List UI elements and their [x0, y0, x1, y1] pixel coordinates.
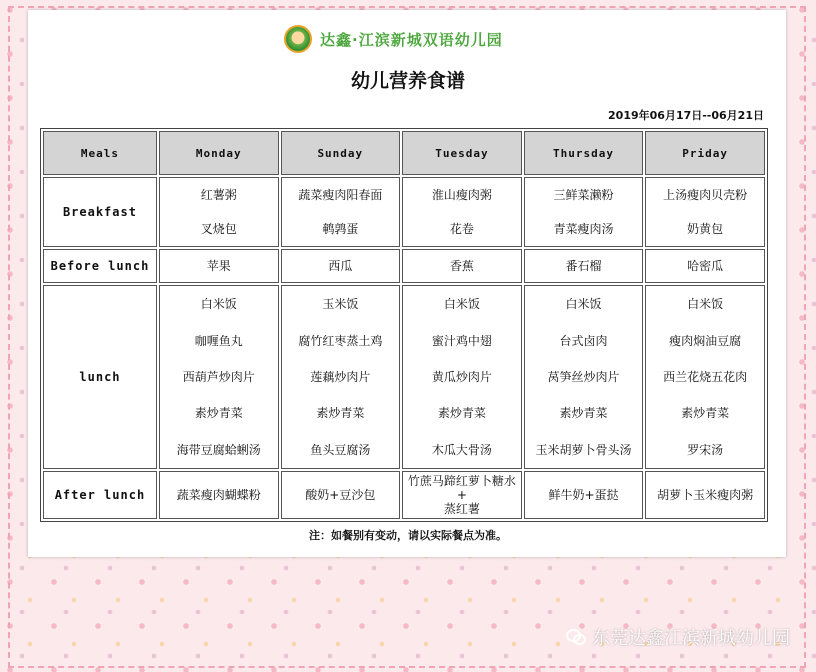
menu-table — [40, 128, 768, 522]
dish: 香蕉 — [449, 259, 474, 273]
dish: 三鲜菜濑粉 — [553, 188, 614, 202]
header-tuesday: Tuesday — [402, 131, 522, 175]
dish: 白米饭 — [565, 297, 602, 312]
menu-cell — [159, 471, 279, 519]
menu-cell — [524, 285, 644, 469]
school-logo — [284, 22, 544, 56]
dish: 台式卤肉 — [559, 333, 608, 348]
dish: 玉米胡萝卜骨头汤 — [535, 442, 632, 457]
dish: 海带豆腐蛤蜊汤 — [176, 442, 261, 457]
dish: 蔬菜瘦肉蝴蝶粉 — [176, 488, 261, 502]
dish: 鲜牛奶+蛋挞 — [548, 488, 619, 502]
dish: 白米饭 — [443, 297, 480, 312]
menu-cell — [402, 177, 522, 247]
dish: 酸奶+豆沙包 — [305, 488, 376, 502]
logo-text: 达鑫·江滨新城双语幼儿园 — [320, 30, 503, 49]
dish: 腐竹红枣蒸土鸡 — [298, 333, 383, 348]
dish: 瘦肉焖油豆腐 — [669, 333, 742, 348]
dish: 苹果 — [206, 259, 231, 273]
dish: 西葫芦炒肉片 — [182, 369, 255, 384]
menu-cell — [402, 249, 522, 283]
dish: 白米饭 — [200, 297, 237, 312]
dish: 鹌鹑蛋 — [322, 222, 359, 236]
dish: 青菜瘦肉汤 — [553, 222, 614, 236]
dish: 西兰花烧五花肉 — [663, 369, 748, 384]
dish: 咖喱鱼丸 — [194, 333, 243, 348]
menu-cell — [402, 471, 522, 519]
dish: 素炒青菜 — [559, 406, 608, 421]
menu-cell — [402, 285, 522, 469]
dish: 白米饭 — [687, 297, 724, 312]
dish: 素炒青菜 — [194, 406, 243, 421]
menu-cell — [159, 285, 279, 469]
dish: 奶黄包 — [687, 222, 724, 236]
row-label: Before lunch — [43, 249, 157, 283]
dish: 莲藕炒肉片 — [310, 369, 371, 384]
dish: 鱼头豆腐汤 — [310, 442, 371, 457]
header-sunday: Sunday — [281, 131, 401, 175]
header-monday: Monday — [159, 131, 279, 175]
dish: 西瓜 — [328, 259, 353, 273]
menu-cell — [524, 249, 644, 283]
dish: 竹蔗马蹄红萝卜糖水+ — [407, 474, 516, 502]
dish: 上汤瘦肉贝壳粉 — [663, 188, 748, 202]
dish: 莴笋丝炒肉片 — [547, 369, 620, 384]
wechat-icon — [566, 629, 586, 645]
menu-cell — [645, 177, 765, 247]
dish: 红薯粥 — [200, 188, 237, 202]
menu-cell — [524, 471, 644, 519]
menu-cell — [159, 249, 279, 283]
dish: 蔬菜瘦肉阳春面 — [298, 188, 383, 202]
header-friday: Priday — [645, 131, 765, 175]
footnote: 注：如餐别有变动，请以实际餐点为准。 — [309, 529, 507, 542]
header-thursday: Thursday — [524, 131, 644, 175]
watermark-text: 东莞达鑫江滨新城幼儿园 — [592, 628, 790, 649]
row-label: Breakfast — [43, 177, 157, 247]
dish: 番石榴 — [565, 259, 602, 273]
menu-cell — [645, 249, 765, 283]
header-row — [43, 131, 765, 175]
menu-cell — [524, 177, 644, 247]
date-range: 2019年06月17日--06月21日 — [608, 109, 764, 122]
row-label: lunch — [43, 285, 157, 469]
menu-cell — [159, 177, 279, 247]
dish: 蒸红薯 — [443, 502, 480, 516]
table-row — [43, 471, 765, 519]
dish: 叉烧包 — [200, 222, 237, 236]
menu-cell — [281, 249, 401, 283]
dish: 素炒青菜 — [681, 406, 730, 421]
dish: 哈密瓜 — [687, 259, 724, 273]
table-row — [43, 285, 765, 469]
menu-cell — [281, 471, 401, 519]
menu-cell — [281, 177, 401, 247]
dish: 蜜汁鸡中翅 — [431, 333, 492, 348]
dish: 花卷 — [449, 222, 474, 236]
menu-cell — [645, 285, 765, 469]
row-label: After lunch — [43, 471, 157, 519]
dish: 素炒青菜 — [437, 406, 486, 421]
table-row — [43, 249, 765, 283]
header-meals: Meals — [43, 131, 157, 175]
dish: 罗宋汤 — [687, 442, 724, 457]
kid-face-icon — [284, 25, 312, 53]
watermark — [566, 624, 790, 650]
dish: 木瓜大骨汤 — [431, 442, 492, 457]
dish: 胡萝卜玉米瘦肉粥 — [657, 488, 754, 502]
dish: 素炒青菜 — [316, 406, 365, 421]
dish: 黄瓜炒肉片 — [431, 369, 492, 384]
menu-cell — [645, 471, 765, 519]
table-row — [43, 177, 765, 247]
dish: 玉米饭 — [322, 297, 359, 312]
menu-cell — [281, 285, 401, 469]
page-title: 幼儿营养食谱 — [350, 70, 465, 92]
dish: 淮山瘦肉粥 — [431, 188, 492, 202]
